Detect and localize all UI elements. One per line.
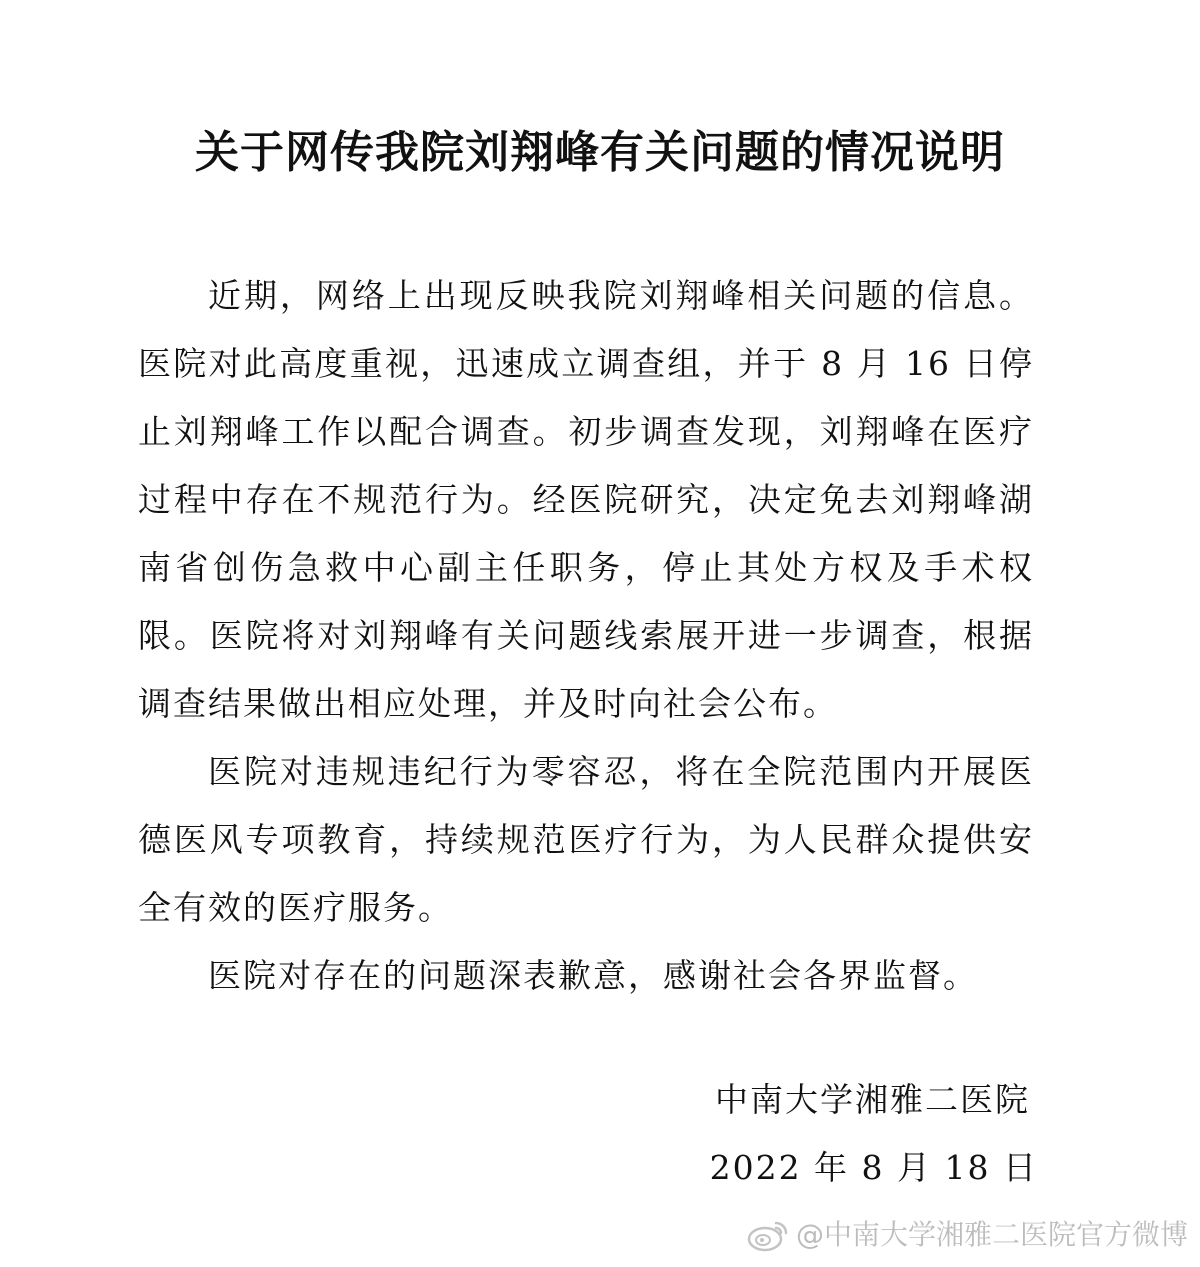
weibo-watermark [746,1215,1188,1255]
document-body [138,262,1034,1010]
paragraph-investigation: 近期，网络上出现反映我院刘翔峰相关问题的信息。医院对此高度重视，迅速成立调查组，并于 8 月 16 日停止刘翔峰工作以配合调查。初步调查发现，刘翔峰在医疗过程中存在不规范行为。经医院研究，决定免去刘翔峰湖南省创伤急救中心副主任职务，停止其处方权及手术权限。医院将对刘翔峰有关问题线索展开进一步调查，根据调查结果做出相应处理，并及时向社会公布。 [138,276,1034,723]
paragraph-zero-tolerance: 医院对违规违纪行为零容忍，将在全院范围内开展医德医风专项教育，持续规范医疗行为，为人民群众提供安全有效的医疗服务。 [138,752,1034,927]
weibo-icon [746,1217,790,1253]
signature-block [709,1066,1038,1202]
signature-date: 2022 年 8 月 18 日 [709,1148,1038,1187]
document-title: 关于网传我院刘翔峰有关问题的情况说明 [195,127,1005,178]
watermark-text: @中南大学湘雅二医院官方微博 [795,1218,1188,1251]
paragraph-apology: 医院对存在的问题深表歉意，感谢社会各界监督。 [208,956,978,995]
signature-organization: 中南大学湘雅二医院 [715,1080,1030,1119]
